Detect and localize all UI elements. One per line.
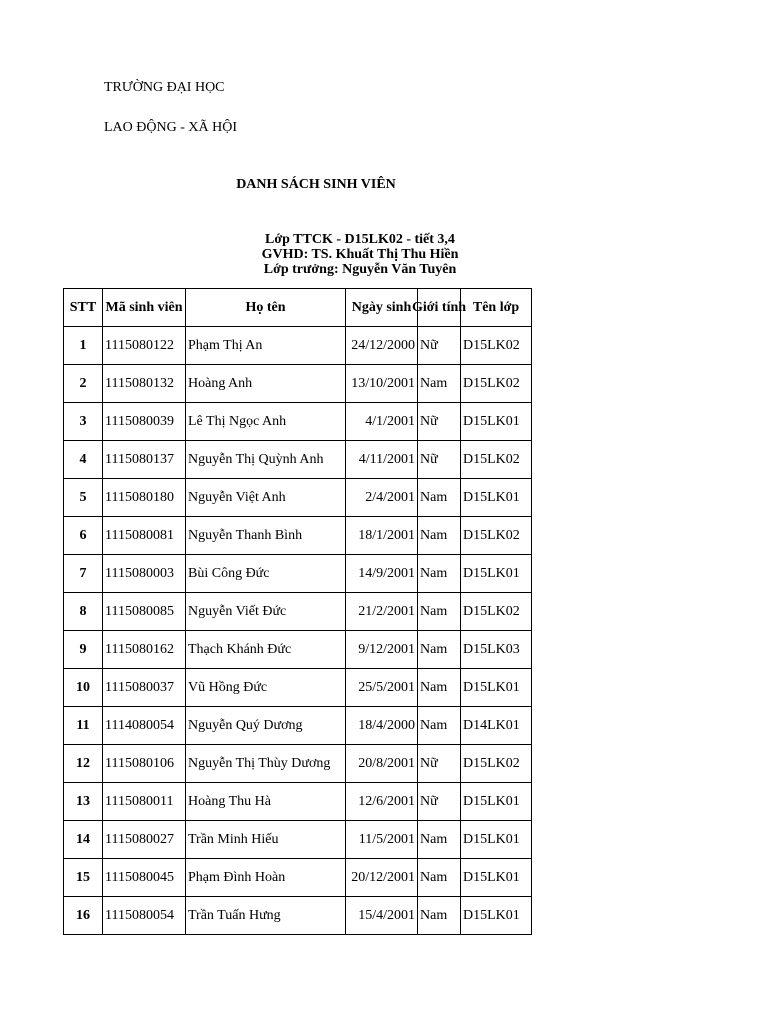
student-id-cell: 1115080003	[103, 555, 186, 593]
gender-cell: Nam	[418, 555, 461, 593]
table-row	[64, 555, 532, 593]
class-name-cell: D15LK01	[461, 669, 532, 707]
full-name-cell: Hoàng Anh	[186, 365, 346, 403]
birth-date-cell: 4/1/2001	[346, 403, 418, 441]
full-name-cell: Bùi Công Đức	[186, 555, 346, 593]
full-name-cell: Nguyễn Thị Thùy Dương	[186, 745, 346, 783]
advisor-line: GVHD: TS. Khuất Thị Thu Hiền	[261, 247, 459, 262]
full-name-cell: Nguyễn Thanh Bình	[186, 517, 346, 555]
birth-date-cell: 12/6/2001	[346, 783, 418, 821]
birth-date-cell: 18/4/2000	[346, 707, 418, 745]
row-number: 15	[64, 859, 103, 897]
row-number: 5	[64, 479, 103, 517]
class-name-cell: D15LK01	[461, 783, 532, 821]
student-id-cell: 1115080039	[103, 403, 186, 441]
class-name-cell: D15LK01	[461, 859, 532, 897]
class-name-cell: D15LK01	[461, 479, 532, 517]
table-body	[64, 327, 532, 935]
gender-cell: Nữ	[418, 327, 461, 365]
school-name-line-2: LAO ĐỘNG - XÃ HỘI	[104, 120, 237, 135]
column-header-full-name: Họ tên	[186, 289, 346, 327]
row-number: 6	[64, 517, 103, 555]
birth-date-cell: 2/4/2001	[346, 479, 418, 517]
table-row	[64, 897, 532, 935]
table-row	[64, 517, 532, 555]
row-number: 1	[64, 327, 103, 365]
birth-date-cell: 4/11/2001	[346, 441, 418, 479]
row-number: 7	[64, 555, 103, 593]
birth-date-cell: 21/2/2001	[346, 593, 418, 631]
gender-cell: Nam	[418, 821, 461, 859]
table-row	[64, 669, 532, 707]
gender-cell: Nam	[418, 517, 461, 555]
full-name-cell: Nguyễn Thị Quỳnh Anh	[186, 441, 346, 479]
birth-date-cell: 20/8/2001	[346, 745, 418, 783]
student-id-cell: 1115080122	[103, 327, 186, 365]
gender-cell: Nam	[418, 669, 461, 707]
student-id-cell: 1115080081	[103, 517, 186, 555]
full-name-cell: Hoàng Thu Hà	[186, 783, 346, 821]
class-monitor-line: Lớp trưởng: Nguyễn Văn Tuyên	[263, 262, 457, 277]
student-id-cell: 1115080027	[103, 821, 186, 859]
full-name-cell: Phạm Đình Hoàn	[186, 859, 346, 897]
row-number: 4	[64, 441, 103, 479]
student-id-cell: 1115080045	[103, 859, 186, 897]
class-name-cell: D15LK02	[461, 745, 532, 783]
class-name-cell: D15LK01	[461, 403, 532, 441]
table-row	[64, 783, 532, 821]
gender-cell: Nam	[418, 897, 461, 935]
table-row	[64, 707, 532, 745]
school-name-line-1: TRƯỜNG ĐẠI HỌC	[104, 80, 225, 95]
full-name-cell: Thạch Khánh Đức	[186, 631, 346, 669]
gender-cell: Nữ	[418, 745, 461, 783]
class-line: Lớp TTCK - D15LK02 - tiết 3,4	[265, 232, 455, 247]
row-number: 10	[64, 669, 103, 707]
row-number: 2	[64, 365, 103, 403]
table-row	[64, 441, 532, 479]
row-number: 8	[64, 593, 103, 631]
full-name-cell: Trần Tuấn Hưng	[186, 897, 346, 935]
column-header-class-name: Tên lớp	[461, 289, 532, 327]
gender-cell: Nam	[418, 593, 461, 631]
row-number: 11	[64, 707, 103, 745]
student-id-cell: 1115080011	[103, 783, 186, 821]
document-title: DANH SÁCH SINH VIÊN	[236, 177, 396, 192]
student-id-cell: 1115080162	[103, 631, 186, 669]
table-row	[64, 479, 532, 517]
birth-date-cell: 25/5/2001	[346, 669, 418, 707]
gender-cell: Nữ	[418, 403, 461, 441]
table-row	[64, 403, 532, 441]
class-info-block	[200, 232, 520, 277]
row-number: 3	[64, 403, 103, 441]
student-id-cell: 1114080054	[103, 707, 186, 745]
table-row	[64, 745, 532, 783]
birth-date-cell: 24/12/2000	[346, 327, 418, 365]
student-roster-table	[63, 288, 532, 935]
class-name-cell: D15LK02	[461, 593, 532, 631]
student-id-cell: 1115080180	[103, 479, 186, 517]
class-name-cell: D15LK01	[461, 821, 532, 859]
full-name-cell: Nguyễn Việt Anh	[186, 479, 346, 517]
gender-cell: Nam	[418, 479, 461, 517]
full-name-cell: Vũ Hồng Đức	[186, 669, 346, 707]
row-number: 9	[64, 631, 103, 669]
gender-cell: Nữ	[418, 783, 461, 821]
column-header-gender: Giới tính	[418, 289, 461, 327]
gender-cell: Nữ	[418, 441, 461, 479]
student-id-cell: 1115080137	[103, 441, 186, 479]
student-id-cell: 1115080085	[103, 593, 186, 631]
gender-cell: Nam	[418, 859, 461, 897]
gender-cell: Nam	[418, 365, 461, 403]
student-id-cell: 1115080132	[103, 365, 186, 403]
class-name-cell: D15LK01	[461, 555, 532, 593]
column-header-birth-date: Ngày sinh	[346, 289, 418, 327]
table-row	[64, 631, 532, 669]
class-name-cell: D15LK02	[461, 327, 532, 365]
birth-date-cell: 18/1/2001	[346, 517, 418, 555]
table-row	[64, 365, 532, 403]
table-header-row	[64, 289, 532, 327]
full-name-cell: Nguyễn Viết Đức	[186, 593, 346, 631]
table-row	[64, 327, 532, 365]
class-name-cell: D15LK02	[461, 365, 532, 403]
row-number: 16	[64, 897, 103, 935]
row-number: 12	[64, 745, 103, 783]
class-name-cell: D14LK01	[461, 707, 532, 745]
table-row	[64, 859, 532, 897]
full-name-cell: Nguyễn Quý Dương	[186, 707, 346, 745]
birth-date-cell: 14/9/2001	[346, 555, 418, 593]
table-row	[64, 593, 532, 631]
row-number: 13	[64, 783, 103, 821]
gender-cell: Nam	[418, 631, 461, 669]
column-header-stt: STT	[64, 289, 103, 327]
birth-date-cell: 11/5/2001	[346, 821, 418, 859]
table-row	[64, 821, 532, 859]
student-id-cell: 1115080054	[103, 897, 186, 935]
birth-date-cell: 15/4/2001	[346, 897, 418, 935]
class-name-cell: D15LK02	[461, 441, 532, 479]
birth-date-cell: 20/12/2001	[346, 859, 418, 897]
full-name-cell: Lê Thị Ngọc Anh	[186, 403, 346, 441]
class-name-cell: D15LK02	[461, 517, 532, 555]
student-id-cell: 1115080106	[103, 745, 186, 783]
class-name-cell: D15LK03	[461, 631, 532, 669]
student-id-cell: 1115080037	[103, 669, 186, 707]
row-number: 14	[64, 821, 103, 859]
gender-cell: Nam	[418, 707, 461, 745]
birth-date-cell: 9/12/2001	[346, 631, 418, 669]
birth-date-cell: 13/10/2001	[346, 365, 418, 403]
full-name-cell: Trần Minh Hiếu	[186, 821, 346, 859]
column-header-student-id: Mã sinh viên	[103, 289, 186, 327]
full-name-cell: Phạm Thị An	[186, 327, 346, 365]
class-name-cell: D15LK01	[461, 897, 532, 935]
